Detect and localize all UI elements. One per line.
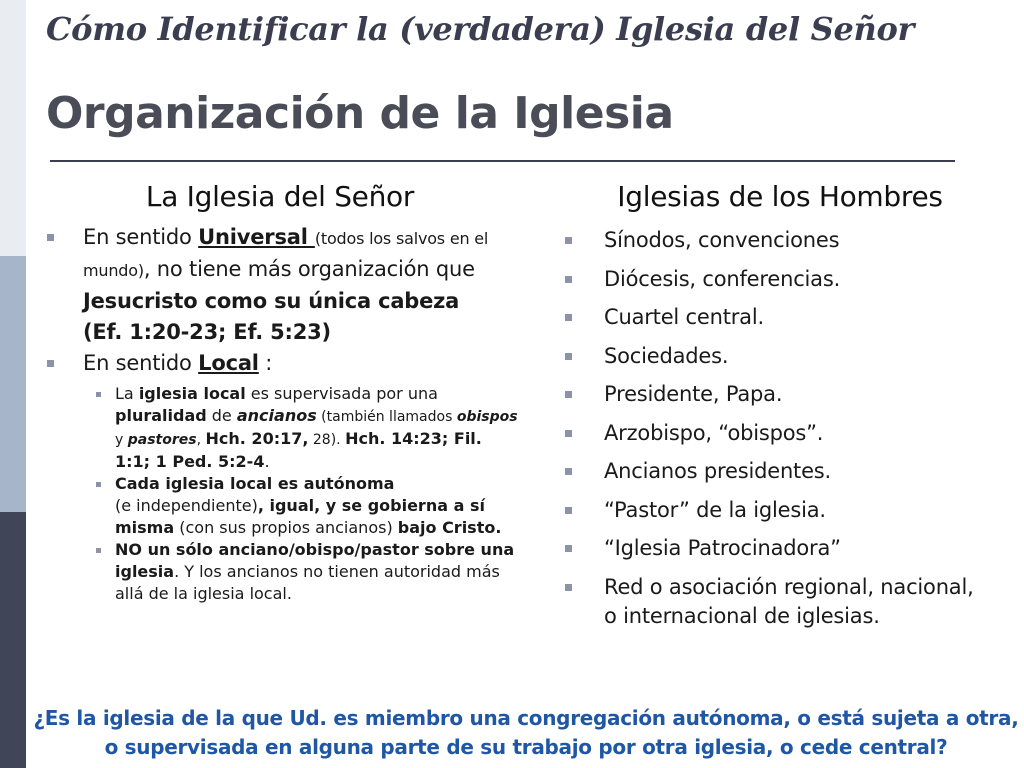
slide-top-title: Cómo Identificar la (verdadera) Iglesia del Señor xyxy=(46,10,915,48)
square-bullet-icon xyxy=(565,353,572,360)
right-list-item: Presidente, Papa. xyxy=(560,380,990,409)
left-column xyxy=(45,222,525,605)
square-bullet-icon xyxy=(96,548,101,553)
square-bullet-icon xyxy=(565,391,572,398)
square-bullet-icon xyxy=(565,276,572,283)
square-bullet-icon xyxy=(47,360,54,367)
right-list-item: Red o asociación regional, nacional, o internacional de iglesias. xyxy=(560,573,990,631)
sidebar-accent-bottom xyxy=(0,512,26,768)
square-bullet-icon xyxy=(565,314,572,321)
square-bullet-icon xyxy=(96,482,101,487)
right-list-item: “Pastor” de la iglesia. xyxy=(560,496,990,525)
right-list-item: Diócesis, conferencias. xyxy=(560,265,990,294)
right-list-item: Cuartel central. xyxy=(560,303,990,332)
right-column-heading: Iglesias de los Hombres xyxy=(617,180,943,213)
square-bullet-icon xyxy=(565,507,572,514)
right-column xyxy=(560,226,990,640)
right-list-item: Ancianos presidentes. xyxy=(560,457,990,486)
title-divider xyxy=(50,160,955,162)
left-subitem-no-single-pastor: NO un sólo anciano/obispo/pastor sobre una iglesia. Y los ancianos no tienen autoridad más allá de la iglesia local. xyxy=(90,539,520,605)
left-subitem-autonomy: Cada iglesia local es autónoma (e independiente), igual, y se gobierna a sí misma (con sus propios ancianos) bajo Cristo. xyxy=(90,473,520,539)
sidebar-accent-top xyxy=(0,0,26,256)
square-bullet-icon xyxy=(565,584,572,591)
left-subitem-plurality: La iglesia local es supervisada por una pluralidad de ancianos (también llamados obispos y pastores, Hch. 20:17, 28). Hch. 14:23; Fil. 1:1; 1 Ped. 5:2-4. xyxy=(90,383,520,473)
sidebar-accent-middle xyxy=(0,256,26,512)
right-list-item: Arzobispo, “obispos”. xyxy=(560,419,990,448)
square-bullet-icon xyxy=(47,234,54,241)
left-column-heading: La Iglesia del Señor xyxy=(145,180,415,213)
square-bullet-icon xyxy=(565,430,572,437)
square-bullet-icon xyxy=(565,545,572,552)
right-list-item: “Iglesia Patrocinadora” xyxy=(560,534,990,563)
square-bullet-icon xyxy=(565,237,572,244)
right-list-item: Sínodos, convenciones xyxy=(560,226,990,255)
left-item-universal: En sentido Universal (todos los salvos en el mundo), no tiene más organización que Jesucristo como su única cabeza (Ef. 1:20-23; Ef. 5:23) xyxy=(45,222,525,348)
footer-question: ¿Es la iglesia de la que Ud. es miembro una congregación autónoma, o está sujeta a otra, o supervisada en alguna parte de su trabajo por otra iglesia, o cede central? xyxy=(33,706,1019,759)
square-bullet-icon xyxy=(96,392,101,397)
right-list-item: Sociedades. xyxy=(560,342,990,371)
square-bullet-icon xyxy=(565,468,572,475)
left-item-local: En sentido Local : xyxy=(45,348,525,379)
slide-main-title: Organización de la Iglesia xyxy=(46,88,674,139)
